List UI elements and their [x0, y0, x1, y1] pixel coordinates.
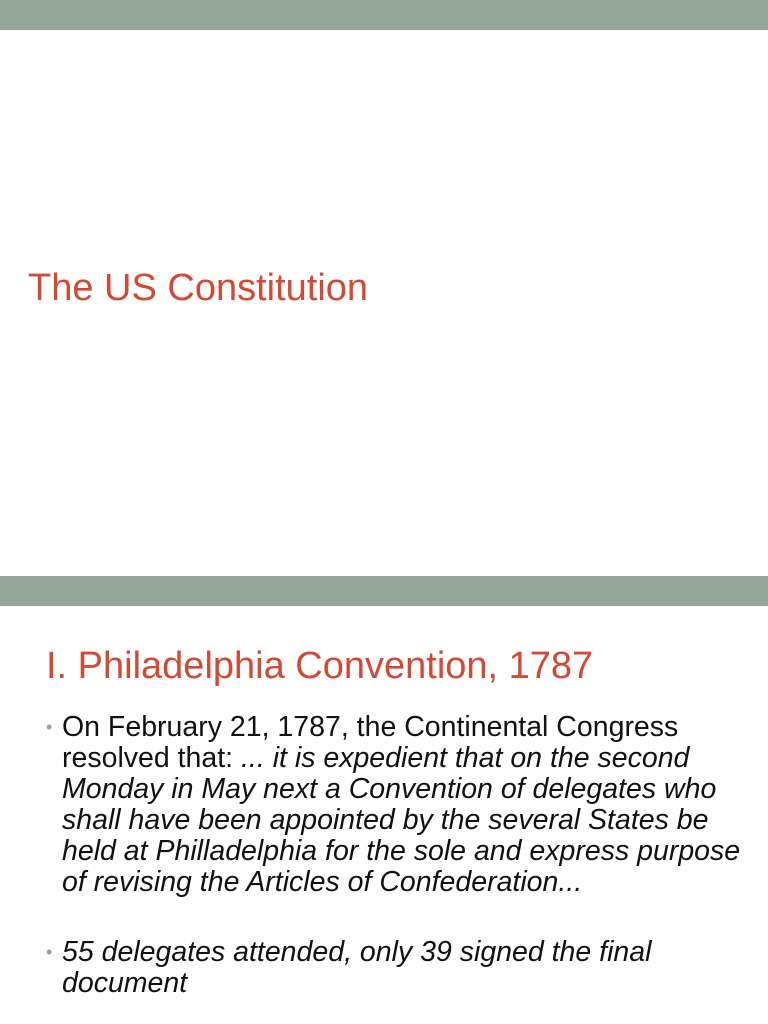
slide-title-heading: The US Constitution — [28, 267, 369, 309]
slide-heading: I. Philadelphia Convention, 1787 — [46, 645, 594, 687]
bullet-text-plain: On February 21, 1787, the Continental Congress resolved that: — [62, 711, 679, 774]
slide-divider-bar — [0, 576, 768, 606]
bullet-text-quote: ... it is expedient that on the second Monday in May next a Convention of delegates who shall have been appointed by the several States be held at Philladelphia for the sole and express purpose of revising the Articles of Confederation... — [62, 742, 741, 898]
bullet-text-delegates: 55 delegates attended, only 39 signed the final document — [62, 936, 652, 999]
bullet-list — [44, 712, 744, 999]
bullet-item-delegates — [44, 937, 744, 999]
top-bar — [0, 0, 768, 30]
bullet-dot-icon: • — [46, 717, 53, 737]
bullet-dot-icon: • — [46, 942, 53, 962]
slide-philadelphia-convention — [0, 606, 768, 1024]
bullet-item-resolution — [44, 712, 744, 898]
slide-title — [0, 30, 768, 576]
